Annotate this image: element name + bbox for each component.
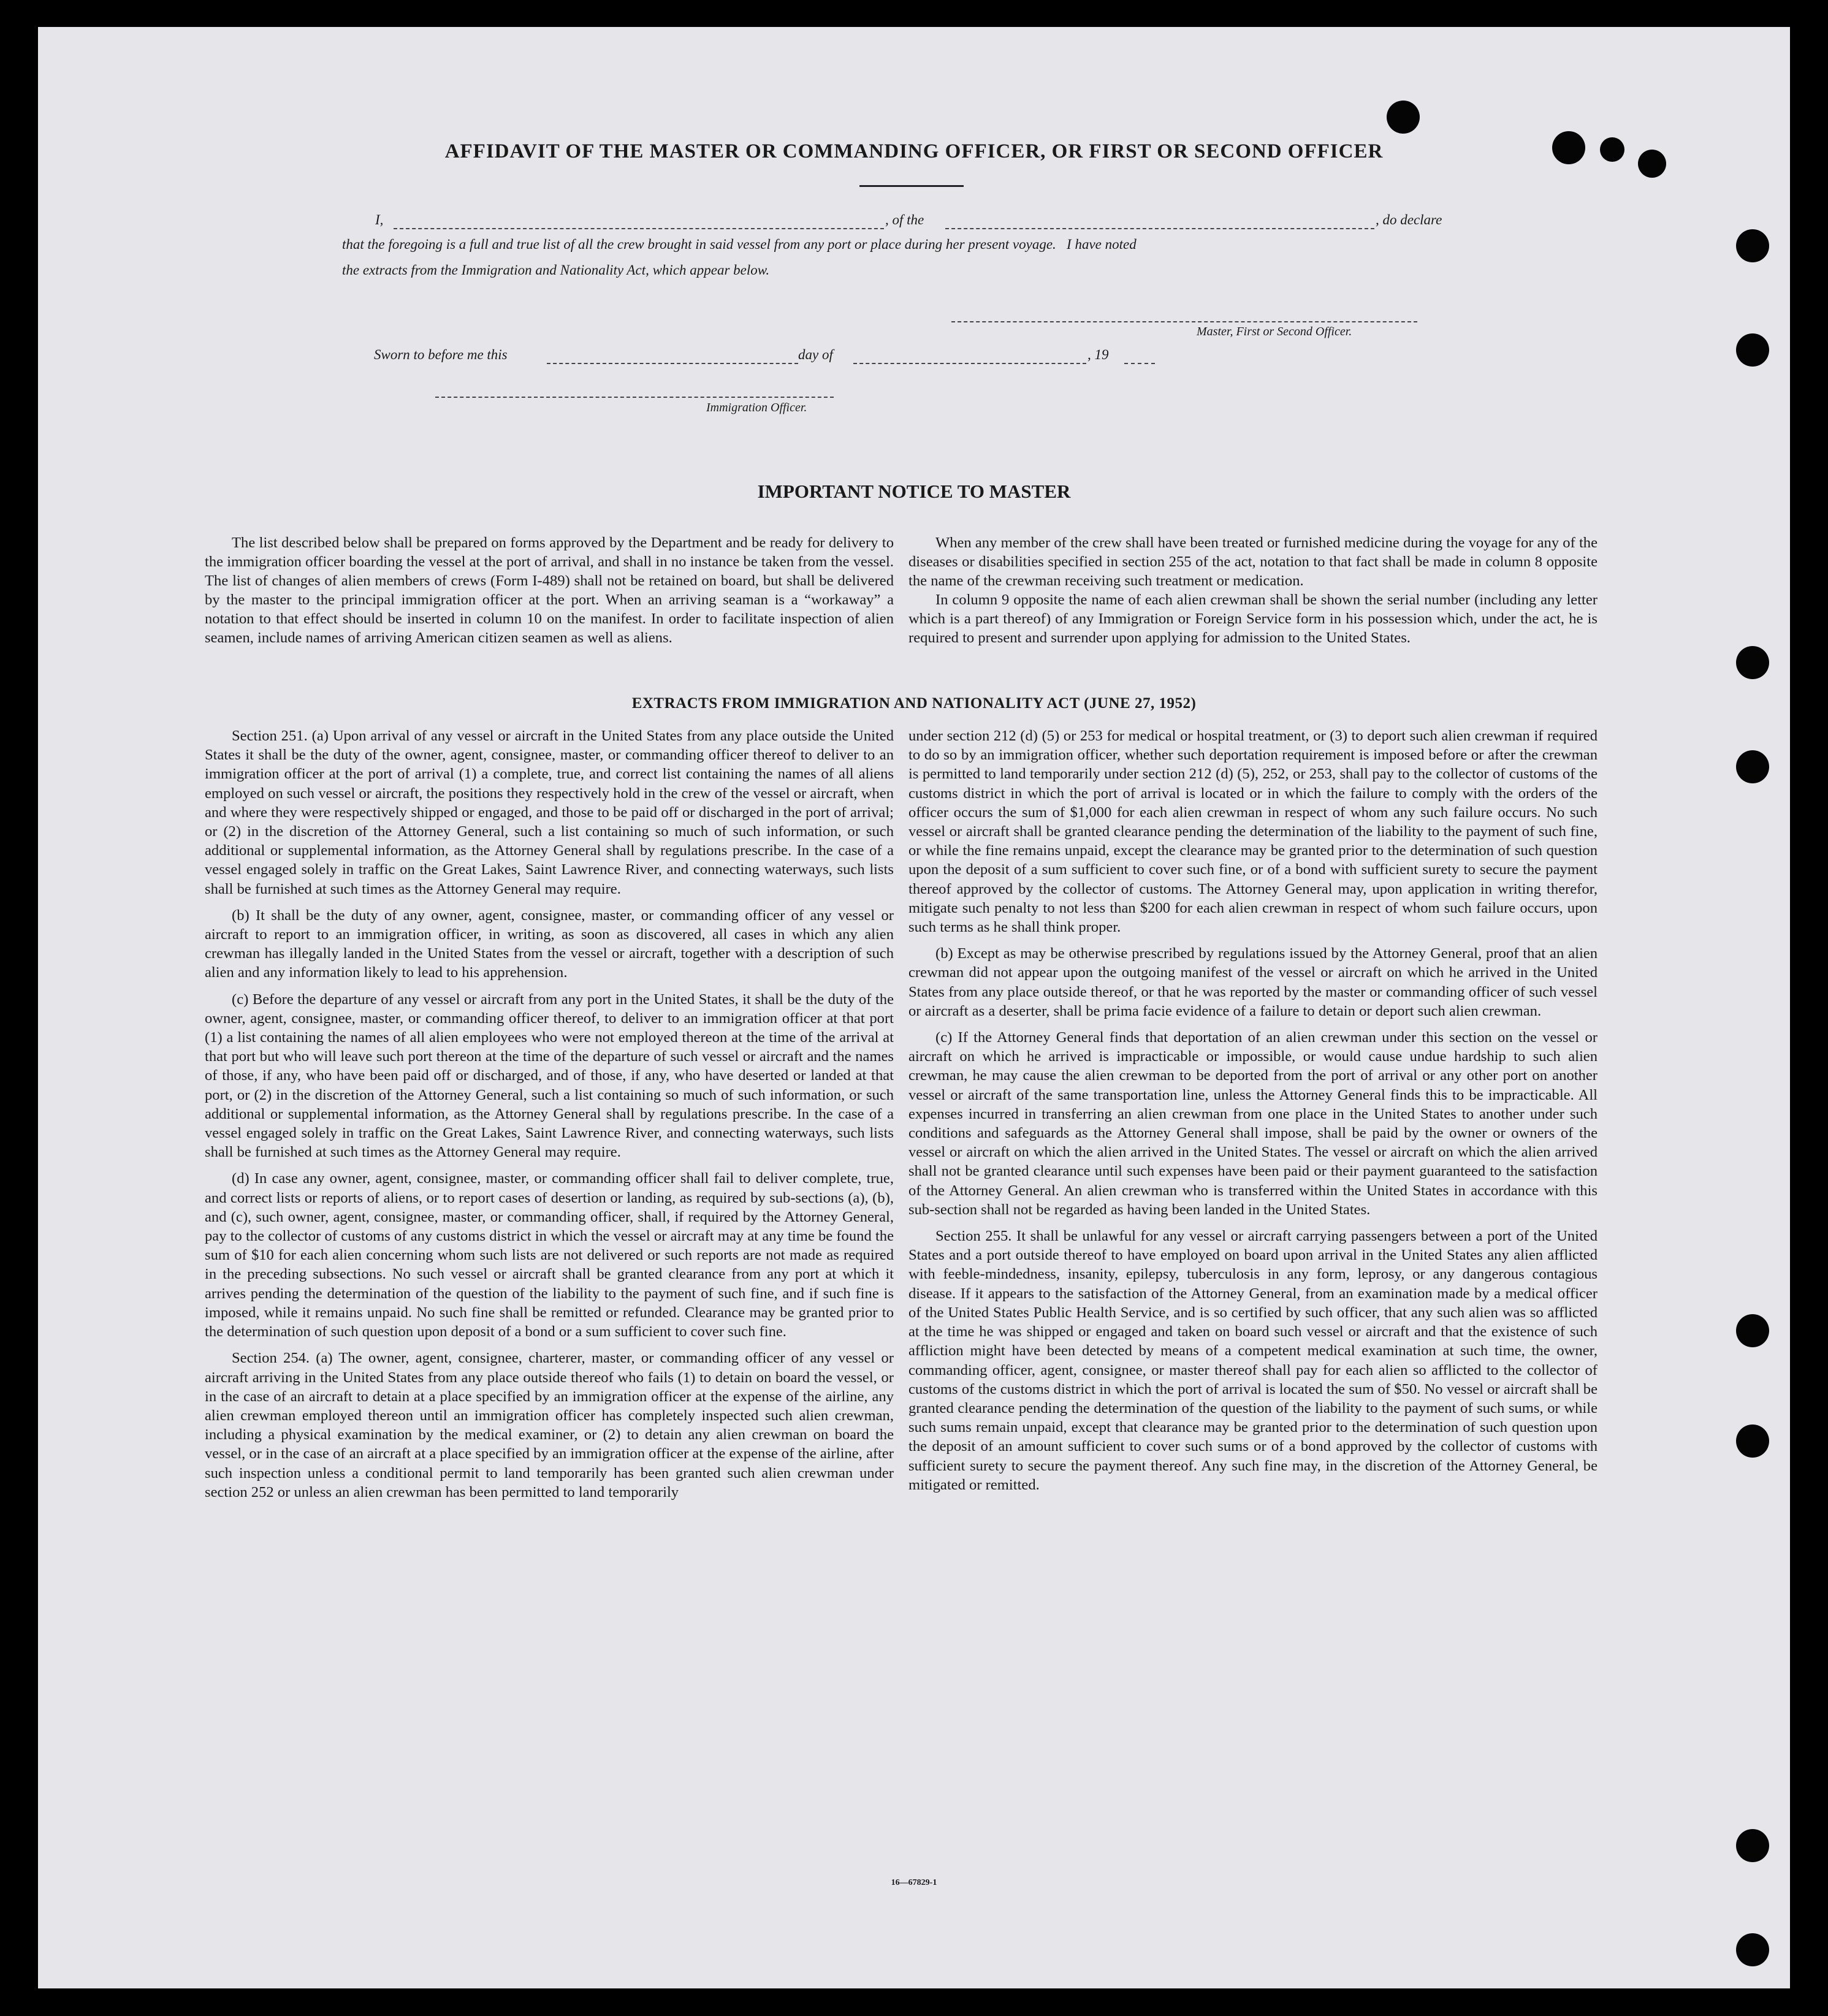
punch-hole (1736, 1829, 1769, 1862)
i-label: I, (375, 212, 384, 227)
section-254-a-continued: under section 212 (d) (5) or 253 for medical or hospital treatment, or (3) to deport such alien crewman if required to do so by an immigration officer, whether such deportation requirement is imposed before or after the crewman is permitted to land temporarily under section 212 (d) (5), 252, or 253, shall pay to the collector of customs of the customs district in which the port of arrival is located or in which the failure to comply with the orders of the officer occurs the sum of $1,000 for each alien crewman in respect of whom any such failure occurs. No such vessel or aircraft shall be granted clearance pending the determination of the liability to the payment of such fine, or while the fine remains unpaid, except the clearance may be granted prior to the determination of such question upon the deposit of a sum sufficient to cover such fine, or of a bond with sufficient surety to secure the payment thereof approved by the collector of customs. The Attorney General may, upon application in writing therefor, mitigate such penalty to not less than $200 for each alien crewman in respect of whom such failure occurs, upon such terms as he shall think proper. (908, 728, 1598, 936)
punch-hole (1736, 1314, 1769, 1347)
notice-right-text-2: In column 9 opposite the name of each alien crewman shall be shown the serial number (including any letter which is a part thereof) of any Immigration or Foreign Service form in his possession which, under the act, he is required to present and surrender upon applying for admission to the United States. (908, 591, 1598, 646)
document-page (38, 27, 1790, 1988)
punch-hole (1736, 333, 1769, 367)
punch-hole (1387, 101, 1420, 134)
year-label: , 19 (1087, 347, 1109, 362)
extracts-right-column (908, 726, 1598, 1502)
notice-right-text-1: When any member of the crew shall have been treated or furnished medicine during the voyage for any of the diseases or disabilities specified in section 255 of the act, notation to that fact shall be made in column 8 opposite the name of the crewman receiving such treatment or medication. (908, 534, 1598, 589)
immigration-officer-line[interactable] (435, 397, 834, 398)
sworn-label: Sworn to before me this (374, 347, 508, 362)
notice-right-paragraphs (908, 533, 1598, 647)
day-of-label: day of (798, 347, 833, 362)
section-254-b: (b) Except as may be otherwise prescribed by regulations issued by the Attorney General, proof that an alien crewman did not appear upon the outgoing manifest of the vessel or aircraft on which he arrived in the United States from any place outside thereof, or that he was reported by the master or commanding officer of such vessel or aircraft as a deserter, shall be prima facie evidence of a failure to detain or deport such alien crewman. (908, 945, 1598, 1019)
extracts-left-column (205, 726, 894, 1509)
of-the-label: , of the (885, 212, 924, 227)
section-251-b: (b) It shall be the duty of any owner, agent, consignee, master, or commanding officer of any vessel or aircraft to report to an immigration officer, in writing, as soon as discovered, all cases in which any alien crewman has illegally landed in the United States from the vessel or aircraft, together with a description of such alien and any information likely to lead to his apprehension. (205, 907, 894, 981)
section-255: Section 255. It shall be unlawful for any vessel or aircraft carrying passengers between a port of the United States and a port outside thereof to have employed on board upon arrival in the United States any alien afflicted with feeble-mindedness, insanity, epilepsy, tuberculosis in any form, leprosy, or any dangerous contagious disease. If it appears to the satisfaction of the Attorney General, from an examination made by a medical officer of the United States Public Health Service, and is so certified by such officer, that any such alien was so afflicted at the time he was shipped or engaged and taken on board such vessel or aircraft and that the existence of such affliction might have been detected by means of a competent medical examination at such time, the owner, commanding officer, agent, consignee, or master thereof shall pay for each alien so afflicted to the collector of customs of the customs district in which the port of arrival is located the sum of $50. No vessel or aircraft shall be granted clearance pending the determination of the question of the liability to the payment of such sums, or while such sums remain unpaid, except that clearance may be granted prior to the determination of such question upon the deposit of an amount sufficient to cover such sums or of a bond approved by the collector of customs with sufficient surety to secure the payment thereof. Any such fine may, in the discretion of the Attorney General, be mitigated or remitted. (908, 1228, 1598, 1493)
punch-hole (1736, 1933, 1769, 1966)
section-251-a: Section 251. (a) Upon arrival of any vessel or aircraft in the United States from any place outside the United States it shall be the duty of the owner, agent, consignee, master, or commanding officer thereof to deliver to an immigration officer at the port of arrival (1) a complete, true, and correct list containing the names of all aliens employed on such vessel or aircraft, the positions they respectively hold in the crew of the vessel or aircraft, when and where they were respectively shipped or engaged, and those to be paid off or discharged in the port of arrival; or (2) in the discretion of the Attorney General, such a list containing so much of such information, or such additional or supplemental information, as the Attorney General shall by regulations prescribe. In the case of a vessel engaged solely in traffic on the Great Lakes, Saint Lawrence River, and connecting waterways, such lists shall be furnished at such times as the Attorney General may require. (205, 728, 894, 897)
sworn-day-blank[interactable] (547, 363, 798, 364)
master-signature-label: Master, First or Second Officer. (1197, 325, 1352, 338)
sworn-month-blank[interactable] (853, 363, 1086, 364)
section-254-c: (c) If the Attorney General finds that deportation of an alien crewman under this section on the vessel or aircraft on which he arrived is impracticable or impossible, or would cause undue hardship to such alien crewman, he may cause the alien crewman to be deported from the port of arrival or any other port on another vessel or aircraft of the same transportation line, unless the Attorney General finds this to be impracticable. All expenses incurred in transferring an alien crewman from one place in the United States to another under such conditions and safeguards as the Attorney General shall impose, shall be paid by the owner or owners of the vessel or aircraft on which the alien arrived in the United States. The vessel or aircraft on which the alien arrived shall not be granted clearance until such expenses have been paid or their payment guaranteed to the satisfaction of the Attorney General. An alien crewman who is transferred within the United States in accordance with this sub-section shall not be regarded as having been landed in the United States. (908, 1029, 1598, 1218)
extracts-title: EXTRACTS FROM IMMIGRATION AND NATIONALITY ACT (JUNE 27, 1952) (631, 695, 1197, 712)
punch-hole (1736, 750, 1769, 783)
section-254-a: Section 254. (a) The owner, agent, consignee, charterer, master, or commanding officer of any vessel or aircraft arriving in the United States from any place outside thereof who fails (1) to detain on board the vessel, or in the case of an aircraft to detain at a place specified by an immigration officer at the expense of the airline, any alien crewman employed thereon until an immigration officer has completely inspected such alien crewman, including a physical examination by the medical examiner, or (2) to detain any alien crewman on board the vessel, or in the case of an aircraft at a place specified by an immigration officer at the expense of the airline, after such inspection unless a conditional permit to land temporarily has been granted such alien crewman under section 252 or unless an alien crewman has been permitted to land temporarily (205, 1350, 894, 1501)
name-blank[interactable] (394, 228, 884, 229)
vessel-blank[interactable] (945, 228, 1374, 229)
statement-line-1: that the foregoing is a full and true list of all the crew brought in said vessel from any port or place during her present voyage. I have noted (342, 237, 1137, 252)
do-declare-label: , do declare (1376, 212, 1442, 227)
punch-hole (1736, 229, 1769, 262)
master-signature-line[interactable] (951, 321, 1417, 322)
punch-hole (1736, 1425, 1769, 1458)
statement-line-2: the extracts from the Immigration and Nationality Act, which appear below. (342, 262, 770, 278)
title-rule (859, 185, 964, 187)
section-251-d: (d) In case any owner, agent, consignee, master, or commanding officer shall fail to deliver complete, true, and correct lists or reports of aliens, or to report cases of desertion or landing, as required by sub-sections (a), (b), and (c), such owner, agent, consignee, master, or commanding officer, shall, if required by the Attorney General, pay to the collector of customs of any customs district in which the vessel or aircraft may at any time be found the sum of $10 for each alien concerning whom such lists are not delivered or such reports are not made as required in the preceding subsections. No such vessel or aircraft shall be granted clearance from any port at which it arrives pending the determination of the question of the liability to the payment of such fine, and if such fine is imposed, while it remains unpaid. No such fine shall be remitted or refunded. Clearance may be granted prior to the determination of such question upon deposit of a bond or a sum sufficient to cover such fine. (205, 1170, 894, 1341)
notice-left-paragraph (205, 533, 894, 647)
form-code: 16—67829-1 (891, 1878, 937, 1887)
notice-title: IMPORTANT NOTICE TO MASTER (757, 481, 1071, 502)
section-251-c: (c) Before the departure of any vessel or aircraft from any port in the United States, it shall be the duty of the owner, agent, consignee, master, or commanding officer thereof, to deliver to an immigration officer at that port (1) a list containing the names of all alien employees who were not employed thereon at the time of the arrival at that port but who will leave such port thereon at the time of the departure of such vessel or aircraft and the names of those, if any, who have been paid off or discharged, and of those, if any, who have deserted or landed at that port, or (2) in the discretion of the Attorney General, such a list containing so much of such information, or such additional or supplemental information, as the Attorney General shall by regulations prescribe. In the case of a vessel engaged solely in traffic on the Great Lakes, Saint Lawrence River, and connecting waterways, such lists shall be furnished at such times as the Attorney General may require. (205, 991, 894, 1161)
immigration-officer-label: Immigration Officer. (706, 401, 807, 414)
affidavit-title: AFFIDAVIT OF THE MASTER OR COMMANDING OFFICER, OR FIRST OR SECOND OFFICER (444, 140, 1384, 162)
notice-left-text: The list described below shall be prepared on forms approved by the Department and be ready for delivery to the immigration officer boarding the vessel at the port of arrival, and shall in no instance be taken from the vessel. The list of changes of alien members of crews (Form I-489) shall not be retained on board, but shall be delivered by the master to the principal immigration officer at the port. When an arriving seaman is a “workaway” a notation to that effect should be inserted in column 10 on the manifest. In order to facilitate inspection of alien seamen, include names of arriving American citizen seamen as well as aliens. (205, 534, 894, 646)
sworn-year-blank[interactable] (1124, 363, 1155, 364)
punch-hole (1736, 646, 1769, 679)
